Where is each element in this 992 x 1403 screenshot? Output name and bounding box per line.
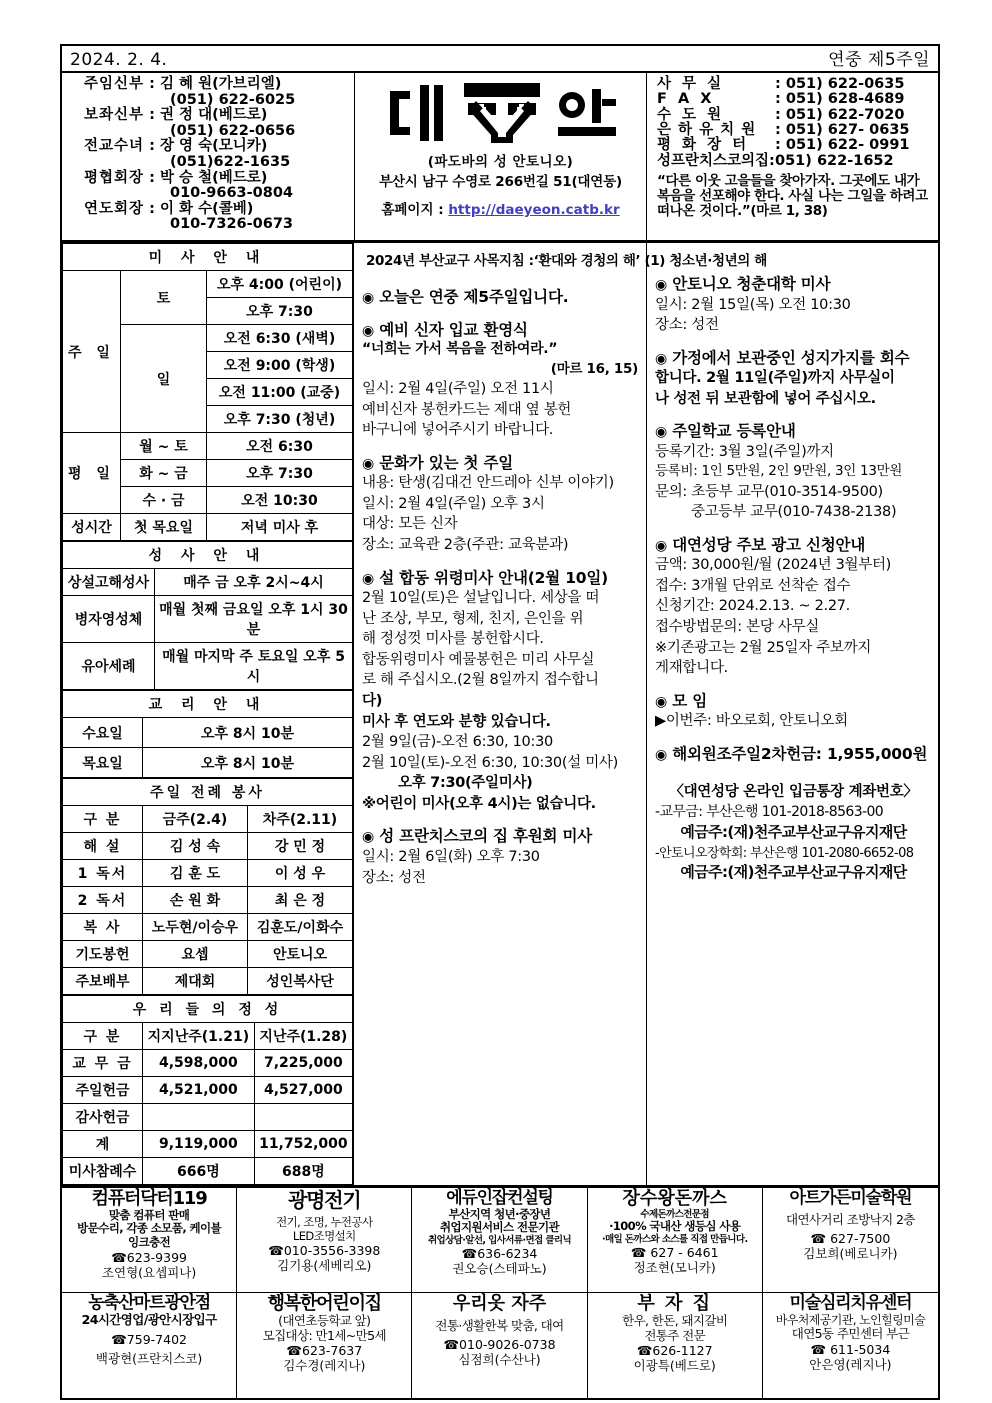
mass-time: 오전 9:00 (학생) bbox=[207, 352, 353, 379]
announcement-line: 예비신자 봉헌카드는 제대 옆 봉헌 bbox=[362, 401, 572, 418]
liturgy-next-week: 강 민 정 bbox=[248, 833, 353, 860]
announcement-title: 안토니오 청춘대학 미사 bbox=[672, 275, 831, 293]
offerings-label: 감사헌금 bbox=[63, 1104, 143, 1131]
liturgy-header: 금주(2.4) bbox=[143, 806, 248, 833]
offerings-prev1: 688명 bbox=[254, 1158, 352, 1185]
homepage-label: 홈페이지 : bbox=[381, 202, 444, 218]
offerings-label: 주일헌금 bbox=[63, 1077, 143, 1104]
liturgy-this-week: 노두현/이승우 bbox=[143, 914, 248, 941]
staff-phone: (051)622-1635 bbox=[170, 153, 291, 170]
ad-desc: 맞춤 컴퓨터 판매 bbox=[108, 1207, 190, 1222]
announcement-line: 2월 10일(토)은 설날입니다. 세상을 떠 bbox=[362, 590, 600, 607]
offerings-prev1 bbox=[254, 1104, 352, 1131]
gospel-verse: “다른 이웃 고을들을 찾아가자. 그곳에도 내가 복음을 선포해야 한다. 사실 나는 그일을 하려고 떠나온 것이다.”(마르 1, 38) bbox=[657, 173, 928, 220]
bank-line: 예금주:(재)천주교부산교구유지재단 bbox=[680, 863, 907, 882]
bulletin-body bbox=[62, 243, 938, 1188]
sacrament-value: 매월 첫째 금요일 오후 1시 30분 bbox=[155, 596, 353, 643]
daeyeon-logo-icon bbox=[376, 77, 626, 149]
ad-desc: 한우, 한돈, 돼지갈비 bbox=[622, 1312, 728, 1328]
ad-desc-micro: ·매일 돈까스와 소스를 직접 만듭니다. bbox=[601, 1233, 748, 1245]
contact-label: F A X bbox=[657, 91, 715, 108]
mass-guide-title: 미 사 안 내 bbox=[63, 244, 353, 271]
staff-row bbox=[84, 108, 354, 123]
contact-sep: : bbox=[775, 137, 786, 154]
ad-desc: 부산지역 청년·중장년 bbox=[448, 1206, 551, 1221]
sacraments-table bbox=[62, 541, 353, 690]
mass-time: 오후 7:30 bbox=[207, 460, 353, 487]
staff-name: 권 정 대(베드로) bbox=[159, 107, 268, 124]
announcement-line: 게재합니다. bbox=[655, 660, 728, 677]
announcement-title: 오늘은 연중 제5주일입니다. bbox=[379, 288, 569, 306]
catechism-label: 수요일 bbox=[63, 718, 143, 748]
announcement-heading bbox=[362, 288, 638, 308]
ad-name: 농축산마트광안점 bbox=[88, 1293, 210, 1313]
announcement-line: (마르 16, 15) bbox=[550, 360, 638, 377]
offerings-prev2 bbox=[143, 1104, 255, 1131]
announcement-line: 로 해 주십시오.(2월 8일까지 접수합니 bbox=[362, 672, 599, 689]
announcement-title: 예비 신자 입교 환영식 bbox=[379, 320, 528, 339]
ad-name: 광명전기 bbox=[288, 1188, 361, 1212]
bullet-icon: ◉ bbox=[362, 455, 375, 472]
ad-cell[interactable] bbox=[588, 1293, 763, 1398]
announcement-heading bbox=[655, 692, 932, 712]
parish-homepage bbox=[359, 198, 642, 218]
offerings-prev2: 4,521,000 bbox=[143, 1077, 255, 1104]
announcement-line: ※기존광고는 2월 25일자 주보까지 bbox=[655, 639, 872, 656]
offerings-title: 우 리 들 의 정 성 bbox=[63, 996, 353, 1023]
announcement-line: 내용: 탄생(김대건 안드레아 신부 이야기) bbox=[362, 475, 614, 492]
ad-desc: 잉크충전 bbox=[128, 1235, 171, 1250]
bank-line: -교무금: 부산은행 101-2018-8563-00 bbox=[655, 804, 884, 821]
pastoral-guideline: 2024년 부산교구 사목지침 :‘환대와 경청의 해’ (1) 청소년·청년의 해 bbox=[366, 253, 767, 269]
announcement-line: 나 성전 뒤 보관함에 넣어 주십시오. bbox=[655, 390, 876, 407]
mass-group-weekday: 평 일 bbox=[63, 433, 121, 514]
announcement-line: ▶이번주: 바오로회, 안토니오회 bbox=[655, 713, 848, 730]
ad-desc: 모집대상: 만1세~만5세 bbox=[262, 1327, 386, 1343]
liturgy-service-table bbox=[62, 778, 353, 995]
announcement-line: 일시: 2월 6일(화) 오후 7:30 bbox=[362, 848, 540, 865]
mass-time: 오전 6:30 bbox=[207, 433, 353, 460]
ad-name: 부 자 집 bbox=[637, 1293, 713, 1314]
announcement-line: 해 정성껏 미사를 봉헌합시다. bbox=[362, 631, 544, 648]
ad-desc: 바우처제공기관, 노인힐링미술 bbox=[775, 1312, 926, 1327]
ad-name: 미술심리치유센터 bbox=[789, 1293, 912, 1313]
liturgy-this-week: 손 원 화 bbox=[143, 887, 248, 914]
ad-cell[interactable] bbox=[237, 1188, 412, 1293]
sacrament-value: 매주 금 오후 2시~4시 bbox=[155, 569, 353, 596]
ad-contact-person: 정조현(모니카) bbox=[633, 1259, 716, 1275]
mass-time: 저녁 미사 후 bbox=[207, 514, 353, 541]
contact-value: 051) 622- 0991 bbox=[785, 137, 910, 154]
announcement-line: 일시: 2월 4일(주일) 오전 11시 bbox=[362, 381, 554, 398]
announcement-heading bbox=[362, 827, 638, 847]
ad-cell[interactable] bbox=[763, 1188, 938, 1293]
liturgy-role: 기도봉헌 bbox=[63, 941, 143, 968]
ad-phone: ☎623-9399 bbox=[111, 1249, 187, 1265]
staff-role: 주임신부 bbox=[84, 76, 145, 92]
announcement-line: 합동위령미사 예물봉헌은 미리 사무실 bbox=[362, 651, 595, 668]
announcement-line: 합니다. 2월 11일(주일)까지 사무실이 bbox=[655, 370, 895, 387]
announcement-heading bbox=[362, 569, 638, 589]
liturgy-this-week: 김 성 속 bbox=[143, 833, 248, 860]
offerings-prev2: 4,598,000 bbox=[143, 1050, 255, 1077]
catechism-title: 교 리 안 내 bbox=[63, 691, 353, 718]
ad-cell[interactable] bbox=[237, 1293, 412, 1398]
announcement-title: 해외원조주일2차헌금: 1,955,000원 bbox=[672, 744, 928, 763]
offerings-header: 구 분 bbox=[63, 1023, 143, 1050]
sacrament-value: 매월 마지막 주 토요일 오후 5시 bbox=[155, 643, 353, 690]
ad-contact-person: 김기용(세베리오) bbox=[277, 1258, 372, 1274]
parish-identity bbox=[354, 73, 647, 240]
ad-desc: (대연초등학교 앞) bbox=[278, 1312, 371, 1328]
bullet-icon: ◉ bbox=[655, 277, 668, 293]
ad-name: 장수왕돈까스 bbox=[622, 1188, 727, 1209]
ad-desc: 취업지원서비스 전문기관 bbox=[440, 1220, 560, 1235]
announcement-line: 문의: 초등부 교무(010-3514-9500) bbox=[655, 483, 883, 500]
liturgy-next-week: 안토니오 bbox=[248, 941, 353, 968]
parish-patron: (파도바의 성 안토니오) bbox=[427, 154, 574, 170]
staff-role: 보좌신부 bbox=[84, 107, 145, 124]
contact-sep: : bbox=[775, 76, 786, 92]
staff-phone: 010-9663-0804 bbox=[170, 185, 294, 202]
announcement-heading bbox=[655, 349, 932, 369]
contact-value: 051) 622-0635 bbox=[785, 76, 905, 92]
liturgy-role: 복 사 bbox=[63, 914, 143, 941]
bullet-icon: ◉ bbox=[362, 322, 375, 339]
ad-contact-person: 백광현(프란치스코) bbox=[95, 1350, 203, 1366]
contact-row bbox=[657, 92, 932, 107]
sacraments-title: 성 사 안 내 bbox=[63, 542, 353, 569]
announcement-line: 금액: 30,000원/월 (2024년 3월부터) bbox=[655, 557, 892, 574]
offerings-prev1: 11,752,000 bbox=[254, 1131, 352, 1158]
offerings-attendance-label: 미사참례수 bbox=[63, 1158, 143, 1185]
mass-guide-table bbox=[62, 243, 353, 541]
announcement-line: 등록기간: 3월 3일(주일)까지 bbox=[655, 443, 834, 460]
contact-value: 051) 622-7020 bbox=[785, 106, 905, 123]
staff-name: 장 영 숙(모니카) bbox=[159, 138, 268, 155]
ad-contact-person: 김수경(레지나) bbox=[283, 1358, 366, 1374]
ad-contact-person: 심점희(수산나) bbox=[458, 1351, 541, 1367]
staff-colon: : bbox=[149, 138, 160, 155]
offerings-prev1: 7,225,000 bbox=[254, 1050, 352, 1077]
ad-desc-micro: 취업상담·알선, 입사서류·면접 클리닉 bbox=[427, 1234, 572, 1246]
staff-colon: : bbox=[149, 76, 160, 92]
contact-sep: : bbox=[775, 122, 786, 139]
liturgy-role: 해 설 bbox=[63, 833, 143, 860]
ad-desc: 전통주 전문 bbox=[644, 1327, 706, 1343]
sacrament-label: 병자영성체 bbox=[63, 596, 155, 643]
staff-row bbox=[84, 77, 354, 92]
ad-contact-person: 안은영(레지나) bbox=[809, 1356, 892, 1372]
mass-day: 첫 목요일 bbox=[121, 514, 207, 541]
staff-name: 김 혜 원(가브리엘) bbox=[159, 76, 282, 92]
bank-line: -안토니오장학회: 부산은행 101-2080-6652-08 bbox=[655, 846, 914, 862]
mass-time: 오후 7:30 (청년) bbox=[207, 406, 353, 433]
announcement-line: 장소: 성전 bbox=[362, 869, 426, 886]
ad-name: 에듀인잡컨설팅 bbox=[446, 1188, 553, 1208]
bullet-icon: ◉ bbox=[362, 570, 375, 587]
right-column-spacer bbox=[655, 247, 932, 269]
staff-phone: (051) 622-0656 bbox=[170, 122, 296, 139]
contact-value: 051) 628-4689 bbox=[785, 91, 905, 108]
catechism-label: 목요일 bbox=[63, 748, 143, 778]
ad-cell[interactable] bbox=[588, 1188, 763, 1293]
announcement-title: 주일학교 등록안내 bbox=[672, 422, 796, 441]
ad-name: 아트가든미술학원 bbox=[789, 1188, 912, 1208]
ad-cell[interactable] bbox=[62, 1188, 237, 1293]
liturgy-header: 차주(2.11) bbox=[248, 806, 353, 833]
staff-phone: 010-7326-0673 bbox=[170, 216, 294, 233]
ad-phone: ☎ 627 - 6461 bbox=[630, 1244, 719, 1260]
staff-list bbox=[62, 73, 354, 240]
bulletin-date: 2024. 2. 4. bbox=[70, 50, 168, 70]
staff-role: 평협회장 bbox=[84, 169, 145, 186]
staff-row bbox=[84, 139, 354, 154]
announcement-line: 난 조상, 부모, 형제, 친지, 은인을 위 bbox=[362, 610, 584, 627]
announcement-heading bbox=[655, 745, 932, 765]
bank-line: 예금주:(재)천주교부산교구유지재단 bbox=[680, 823, 907, 842]
ad-phone: ☎010-9026-0738 bbox=[443, 1336, 556, 1352]
ad-name: 컴퓨터닥터119 bbox=[91, 1188, 207, 1209]
announcement-line: 바구니에 넣어주시기 바랍니다. bbox=[362, 422, 554, 439]
announcement-line: 2월 9일(금)-오전 6:30, 10:30 bbox=[362, 734, 553, 751]
offerings-total-label: 계 bbox=[63, 1131, 143, 1158]
contact-row bbox=[657, 77, 932, 92]
ad-desc: LED조명설치 bbox=[292, 1228, 356, 1243]
announcement-line: 접수: 3개월 단위로 선착순 접수 bbox=[655, 577, 851, 594]
advertisement-grid bbox=[62, 1188, 938, 1398]
announcement-heading bbox=[655, 422, 932, 442]
announcement-title: 대연성당 주보 광고 신청안내 bbox=[672, 535, 866, 554]
liturgy-role: 2 독서 bbox=[63, 887, 143, 914]
ad-contact-person: 조연형(요셉피나) bbox=[101, 1264, 197, 1280]
contact-sep: : bbox=[775, 91, 786, 108]
mass-day: 수 · 금 bbox=[121, 487, 207, 514]
staff-role: 연도회장 bbox=[84, 200, 145, 217]
announcement-line: 다) bbox=[362, 692, 383, 709]
parish-address: 부산시 남구 수영로 266번길 51(대연동) bbox=[379, 174, 622, 190]
contact-value: 051) 622-1652 bbox=[775, 152, 894, 169]
mass-time: 오후 7:30 bbox=[207, 298, 353, 325]
schedule-tables bbox=[62, 243, 354, 1185]
offerings-table bbox=[62, 995, 353, 1185]
bullet-icon: ◉ bbox=[655, 350, 668, 367]
announcement-line: 일시: 2월 15일(목) 오전 10:30 bbox=[655, 296, 851, 313]
announcement-line: 미사 후 연도와 분향 있습니다. bbox=[362, 713, 551, 730]
liturgical-season: 연중 제5주일 bbox=[828, 50, 930, 70]
contact-sep: : bbox=[775, 106, 786, 123]
catechism-table bbox=[62, 690, 353, 778]
mass-group-sunday: 주 일 bbox=[63, 271, 121, 433]
announcement-line: 대상: 모든 신자 bbox=[362, 516, 458, 533]
ad-name: 우리옷 자주 bbox=[452, 1293, 547, 1314]
liturgy-next-week: 성인복사단 bbox=[248, 968, 353, 995]
ad-cell[interactable] bbox=[62, 1293, 237, 1398]
ad-cell[interactable] bbox=[763, 1293, 938, 1398]
staff-name: 이 화 수(콜베) bbox=[159, 200, 254, 217]
announcement-line: 장소: 교육관 2층(주관: 교육분과) bbox=[362, 537, 569, 553]
ad-contact-person: 이광특(베드로) bbox=[633, 1358, 716, 1374]
ad-cell[interactable] bbox=[412, 1293, 587, 1398]
ad-cell[interactable] bbox=[412, 1188, 587, 1293]
liturgy-next-week: 이 성 우 bbox=[248, 860, 353, 887]
announcement-line: “너희는 가서 복음을 전하여라.” bbox=[362, 341, 558, 357]
contact-label: 성프란치스코의집: bbox=[657, 152, 775, 169]
ad-desc: 대연5동 주민센터 부근 bbox=[791, 1326, 910, 1341]
liturgy-header: 구 분 bbox=[63, 806, 143, 833]
ad-phone: ☎ 627-7500 bbox=[810, 1230, 891, 1246]
liturgy-this-week: 김 훈 도 bbox=[143, 860, 248, 887]
contact-row bbox=[657, 154, 932, 169]
parish-logo bbox=[359, 77, 642, 149]
ad-phone: ☎759-7402 bbox=[111, 1331, 187, 1347]
bullet-icon: ◉ bbox=[655, 746, 668, 763]
bank-title: 〈대연성당 온라인 입금통장 계좌번호〉 bbox=[669, 784, 918, 801]
ad-desc-micro: ·100% 국내산 생등심 사용 bbox=[609, 1219, 741, 1234]
liturgy-role: 1 독서 bbox=[63, 860, 143, 887]
staff-colon: : bbox=[149, 169, 160, 186]
mass-day: 월 ~ 토 bbox=[121, 433, 207, 460]
staff-phone: (051) 622-6025 bbox=[170, 91, 296, 108]
contact-list bbox=[647, 73, 938, 240]
announcement-title: 가정에서 보관중인 성지가지를 회수 bbox=[672, 348, 910, 367]
date-strip bbox=[62, 46, 938, 73]
ad-phone: ☎623-7637 bbox=[286, 1343, 363, 1359]
offerings-prev2: 666명 bbox=[143, 1158, 255, 1185]
announcement-heading bbox=[362, 454, 638, 474]
mass-day: 토 bbox=[121, 271, 207, 325]
offerings-prev2: 9,119,000 bbox=[143, 1131, 255, 1158]
liturgy-next-week: 김훈도/이화수 bbox=[248, 914, 353, 941]
ad-contact-person: 권오승(스테파노) bbox=[452, 1261, 547, 1277]
catechism-value: 오후 8시 10분 bbox=[143, 748, 353, 778]
announcement-title: 문화가 있는 첫 주일 bbox=[379, 453, 514, 472]
liturgy-role: 주보배부 bbox=[63, 968, 143, 995]
announcement-line: 중고등부 교무(010-7438-2138) bbox=[691, 504, 897, 521]
announcements-right bbox=[647, 243, 938, 1185]
liturgy-next-week: 최 은 정 bbox=[248, 887, 353, 914]
ad-desc: 전통·생활한복 맞춤, 대여 bbox=[435, 1317, 564, 1333]
sacrament-label: 유아세례 bbox=[63, 643, 155, 690]
ad-desc: 전기, 조명, 누전공사 bbox=[276, 1215, 373, 1229]
contact-label: 수 도 원 bbox=[657, 106, 725, 123]
ad-phone: ☎ 611-5034 bbox=[810, 1341, 891, 1357]
mass-time: 오전 11:00 (교중) bbox=[207, 379, 353, 406]
catechism-value: 오후 8시 10분 bbox=[143, 718, 353, 748]
mass-time: 오전 10:30 bbox=[207, 487, 353, 514]
mass-day: 일 bbox=[121, 325, 207, 433]
announcement-line: 장소: 성전 bbox=[655, 317, 719, 334]
announcement-title: 모 임 bbox=[672, 691, 707, 710]
staff-role: 전교수녀 bbox=[84, 138, 145, 155]
staff-row bbox=[84, 202, 354, 217]
offerings-header: 지지난주(1.21) bbox=[143, 1023, 255, 1050]
announcement-line: 신청기간: 2024.2.13. ~ 2.27. bbox=[655, 598, 850, 615]
bullet-icon: ◉ bbox=[655, 693, 668, 710]
ad-desc: 대연사거리 조방낙지 2층 bbox=[785, 1211, 915, 1227]
staff-name: 박 승 철(베드로) bbox=[159, 169, 268, 186]
liturgy-this-week: 요셉 bbox=[143, 941, 248, 968]
ad-desc: 24시간영업/광안시장입구 bbox=[81, 1311, 217, 1327]
announcement-line: 오후 7:30(주일미사) bbox=[398, 775, 533, 792]
ad-contact-person: 김보희(베로니카) bbox=[803, 1245, 898, 1261]
offerings-header: 지난주(1.28) bbox=[254, 1023, 352, 1050]
contact-row bbox=[657, 138, 932, 153]
announcement-line: 등록비: 1인 5만원, 2인 9만원, 3인 13만원 bbox=[655, 463, 903, 480]
announcement-heading bbox=[655, 536, 932, 556]
mass-group-holyhour: 성시간 bbox=[63, 514, 121, 541]
homepage-link[interactable]: http://daeyeon.catb.kr bbox=[448, 202, 620, 218]
bullet-icon: ◉ bbox=[362, 290, 375, 306]
ad-phone: ☎636-6234 bbox=[461, 1246, 538, 1262]
announcement-line: ※어린이 미사(오후 4시)는 없습니다. bbox=[362, 795, 596, 812]
contact-value: 051) 627- 0635 bbox=[785, 122, 910, 139]
ad-name: 행복한어린이집 bbox=[267, 1293, 381, 1314]
bulletin-frame bbox=[60, 44, 940, 1400]
staff-colon: : bbox=[149, 200, 160, 217]
announcement-line: 일시: 2월 4일(주일) 오후 3시 bbox=[362, 495, 545, 512]
bullet-icon: ◉ bbox=[362, 829, 375, 846]
ad-row bbox=[62, 1188, 938, 1293]
contact-label: 평 화 장 터 bbox=[657, 137, 750, 154]
offerings-label: 교 무 금 bbox=[63, 1050, 143, 1077]
contact-row bbox=[657, 108, 932, 123]
bullet-icon: ◉ bbox=[655, 424, 668, 441]
mass-time: 오전 6:30 (새벽) bbox=[207, 325, 353, 352]
staff-row bbox=[84, 171, 354, 186]
announcement-line: 2월 10일(토)-오전 6:30, 10:30(설 미사) bbox=[362, 754, 618, 771]
mass-time: 오후 4:00 (어린이) bbox=[207, 271, 353, 298]
contact-label: 사 무 실 bbox=[657, 76, 725, 92]
liturgy-title: 주일 전례 봉사 bbox=[63, 779, 353, 806]
contact-label: 은 하 유 치 원 bbox=[657, 122, 757, 139]
announcement-title: 설 합동 위령미사 안내(2월 10일) bbox=[379, 568, 609, 587]
ad-desc: 수제돈까스전문점 bbox=[640, 1208, 710, 1220]
mass-day: 화 ~ 금 bbox=[121, 460, 207, 487]
staff-colon: : bbox=[149, 107, 160, 124]
offerings-prev1: 4,527,000 bbox=[254, 1077, 352, 1104]
bullet-icon: ◉ bbox=[655, 537, 668, 554]
ad-desc: 방문수리, 각종 소모품, 케이블 bbox=[77, 1221, 222, 1236]
bulletin-header bbox=[62, 73, 938, 243]
liturgy-this-week: 제대회 bbox=[143, 968, 248, 995]
announcement-heading bbox=[362, 321, 638, 341]
ad-row bbox=[62, 1293, 938, 1398]
announcement-title: 성 프란치스코의 집 후원회 미사 bbox=[379, 827, 593, 846]
announcement-heading bbox=[655, 275, 932, 295]
announcement-line: 접수방법문의: 본당 사무실 bbox=[655, 618, 819, 635]
ad-phone: ☎626-1127 bbox=[636, 1343, 713, 1359]
sacrament-label: 상설고해성사 bbox=[63, 569, 155, 596]
ad-phone: ☎010-3556-3398 bbox=[268, 1243, 381, 1259]
